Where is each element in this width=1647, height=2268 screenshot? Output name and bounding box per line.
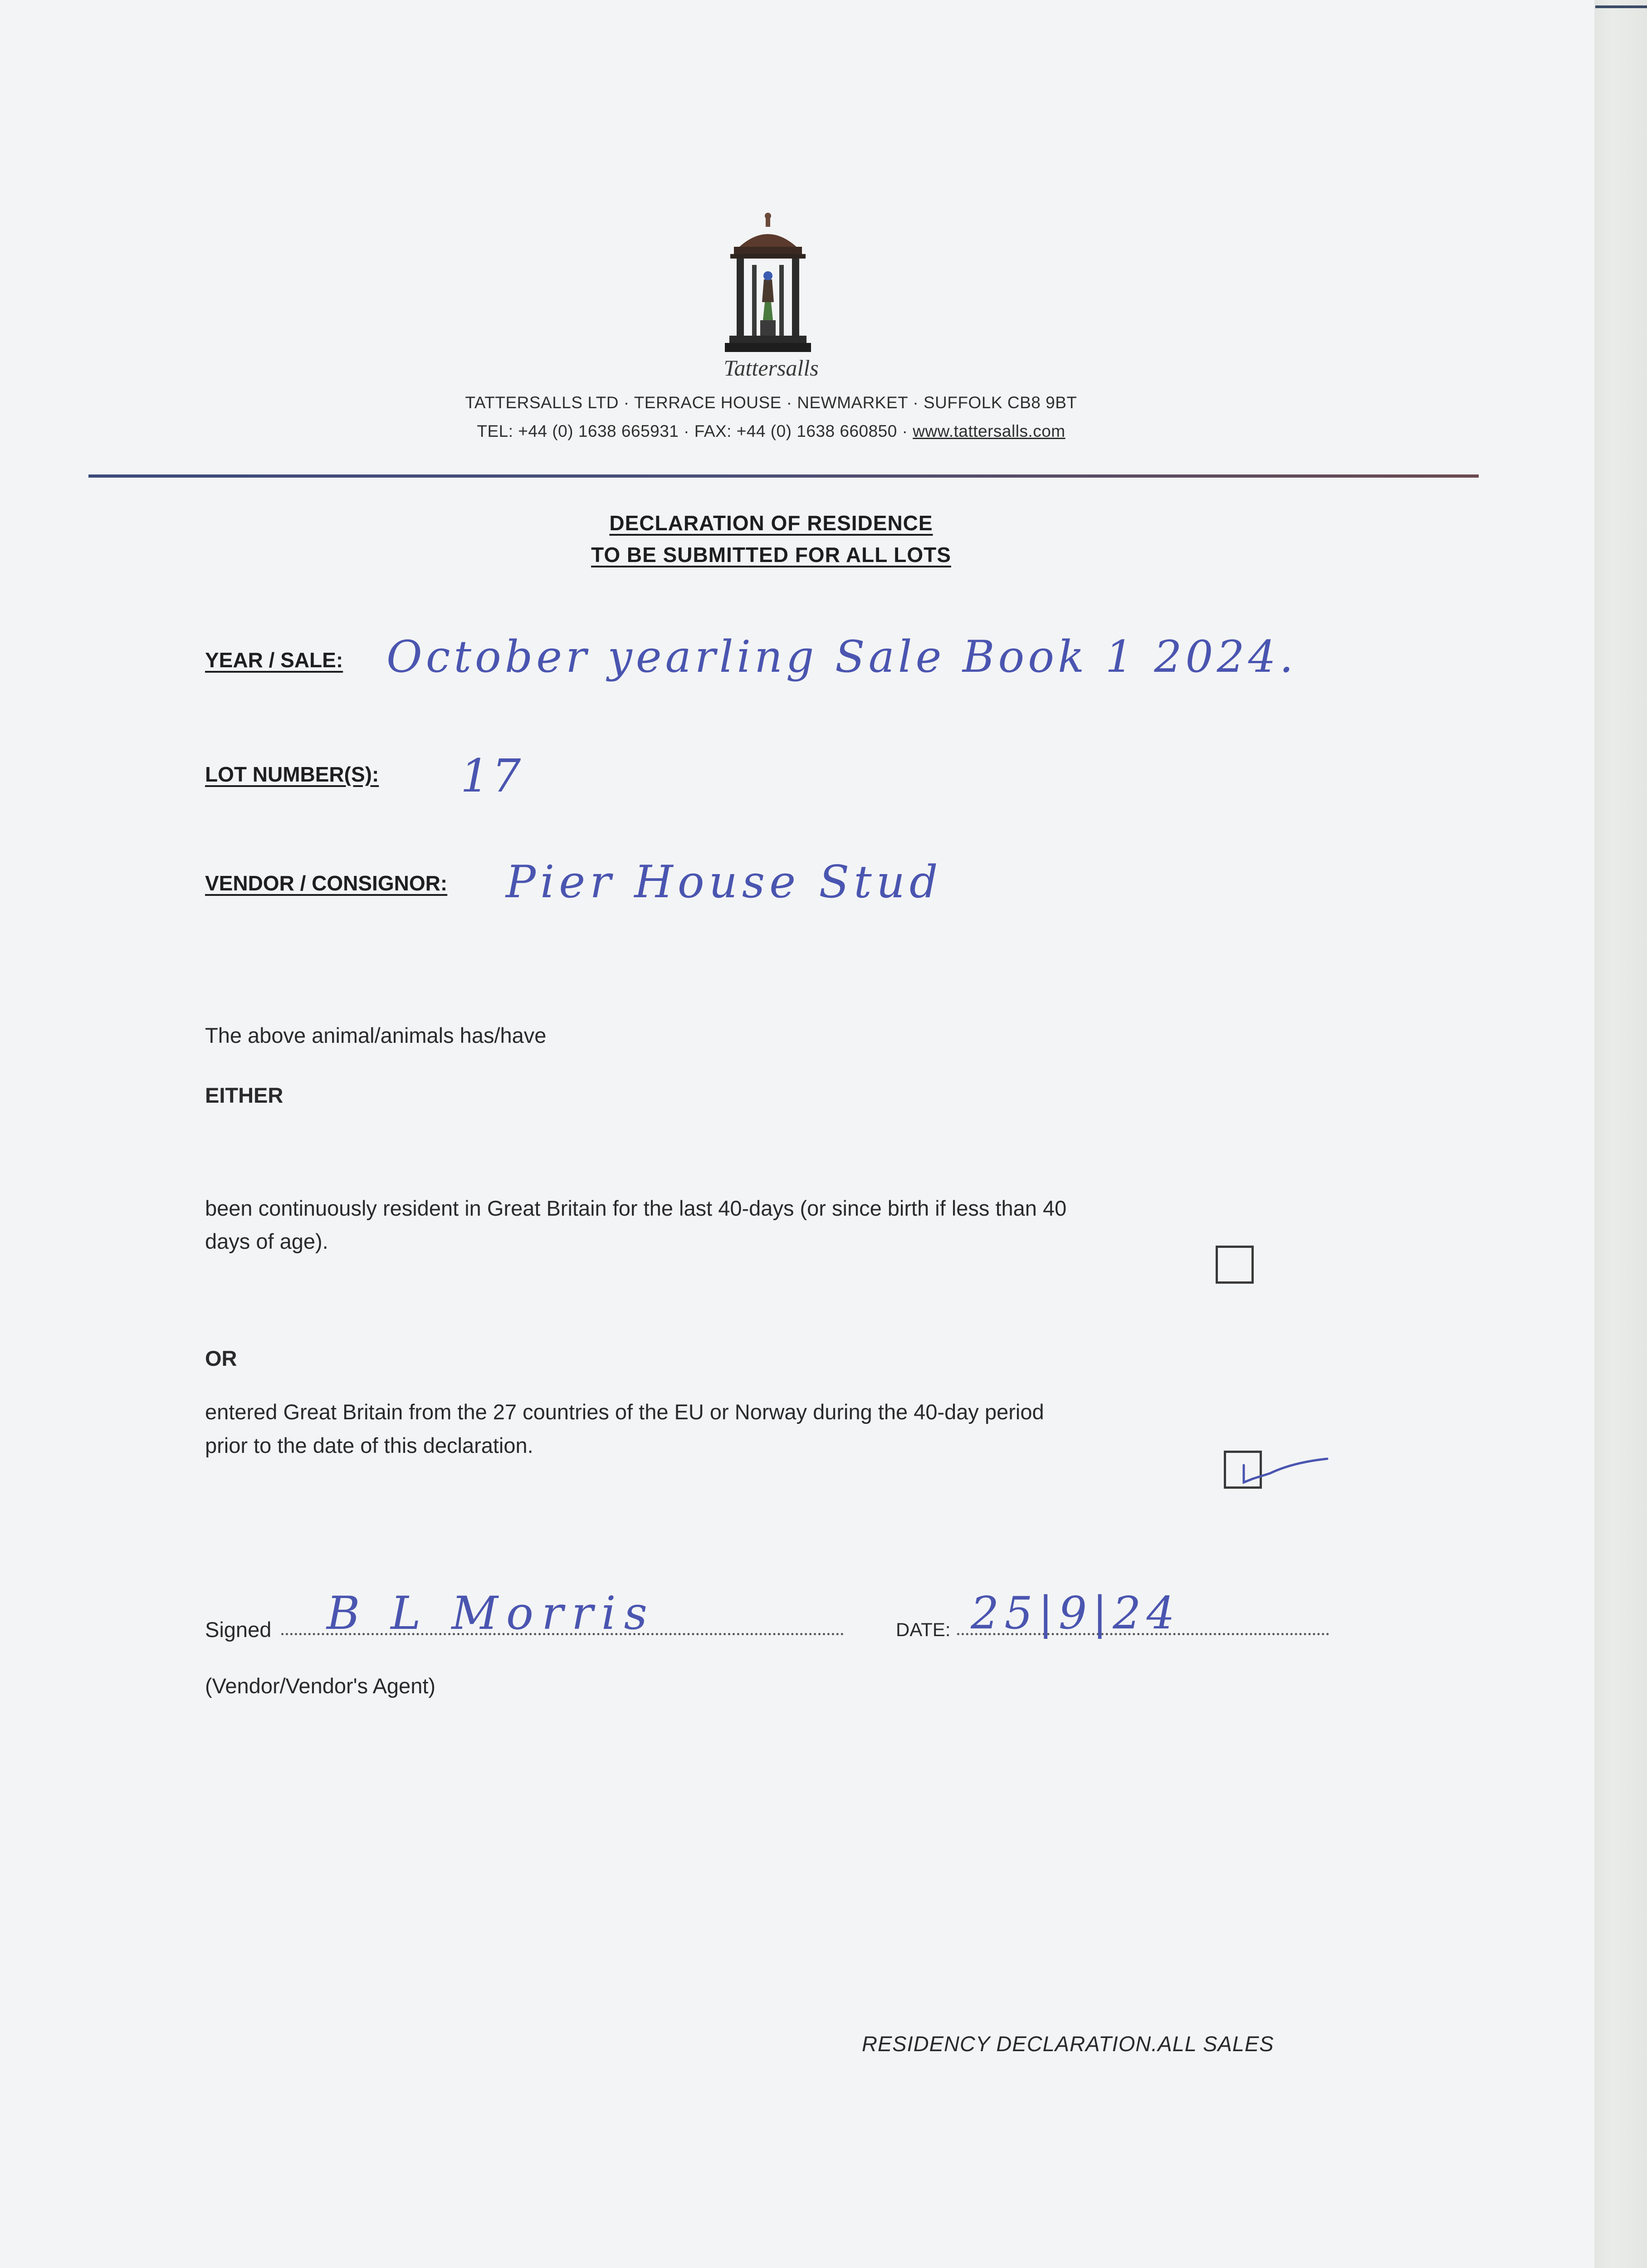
date-value[interactable]: 25|9|24 xyxy=(971,1588,1180,1639)
footer-text: RESIDENCY DECLARATION.ALL SALES xyxy=(862,2032,1274,2056)
either-label: EITHER xyxy=(205,1083,283,1107)
header-rule xyxy=(88,474,1479,478)
website-link[interactable]: www.tattersalls.com xyxy=(913,422,1065,440)
document-title: DECLARATION OF RESIDENCE xyxy=(609,511,933,535)
option1-line1: been continuously resident in Great Britain for the last 40-days (or since birth if less than 40 xyxy=(205,1196,1067,1220)
year-sale-value[interactable]: October yearling Sale Book 1 2024. xyxy=(386,631,1297,682)
vendor-value[interactable]: Pier House Stud xyxy=(506,856,943,908)
contact-numbers: TEL: +44 (0) 1638 665931 · FAX: +44 (0) 1638 660850 · xyxy=(477,422,913,440)
date-label: DATE: xyxy=(896,1619,951,1640)
signature-value[interactable]: B L Morris xyxy=(327,1587,655,1640)
scan-edge-line xyxy=(1595,5,1647,8)
option1-checkbox[interactable] xyxy=(1216,1246,1254,1284)
lot-number-value[interactable]: 17 xyxy=(460,749,524,802)
or-label: OR xyxy=(205,1346,237,1370)
vendor-label: VENDOR / CONSIGNOR: xyxy=(205,871,448,895)
letterhead-contact xyxy=(363,422,1179,441)
tattersalls-logo xyxy=(720,211,816,361)
option1-line2: days of age). xyxy=(205,1229,328,1253)
option2-line1: entered Great Britain from the 27 countries of the EU or Norway during the 40-day period xyxy=(205,1400,1044,1424)
year-sale-label: YEAR / SALE: xyxy=(205,648,343,672)
option2-line2: prior to the date of this declaration. xyxy=(205,1433,533,1457)
scan-edge xyxy=(1594,0,1647,2268)
signer-role: (Vendor/Vendor's Agent) xyxy=(205,1674,436,1698)
checkmark-icon xyxy=(1225,1447,1334,1497)
document-subtitle: TO BE SUBMITTED FOR ALL LOTS xyxy=(591,543,951,567)
lot-number-label: LOT NUMBER(S): xyxy=(205,763,379,786)
letterhead-address: TATTERSALLS LTD · TERRACE HOUSE · NEWMARKET · SUFFOLK CB8 9BT xyxy=(465,393,1077,412)
signed-label: Signed xyxy=(205,1618,272,1642)
brand-name: Tattersalls xyxy=(723,355,819,381)
intro-text: The above animal/animals has/have xyxy=(205,1023,547,1047)
